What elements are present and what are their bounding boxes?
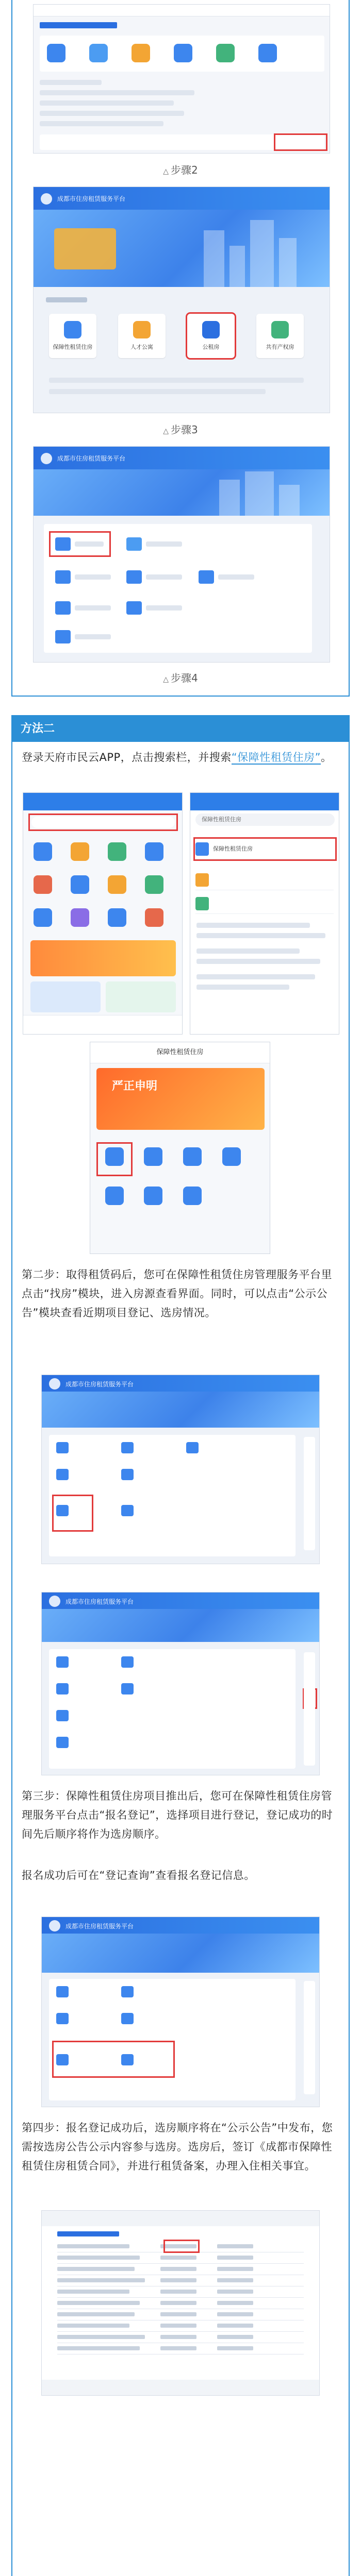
find-house-web-screenshot: 成都市住房租赁服务平台 bbox=[41, 1375, 320, 1564]
table-highlight bbox=[163, 2240, 200, 2253]
search-term-highlight: “保障性租赁住房” bbox=[231, 751, 321, 764]
method2-step3b: 报名成功后可在“登记查询”查看报名登记信息。 bbox=[22, 1869, 255, 1882]
triangle-icon: △ bbox=[163, 427, 169, 435]
tile-4[interactable]: 共有产权房 bbox=[256, 314, 304, 358]
registration-highlight bbox=[52, 2041, 175, 2078]
method2-step3a: 第三步：保障性租赁住房项目推出后，您可在保障性租赁住房管理服务平台点击“报名登记”，选择项目进行登记，登记成功的时间先后顺序将作为选房顺序。 bbox=[22, 1790, 333, 1840]
method2-heading: 方法二 bbox=[12, 716, 349, 742]
step3-screenshot: 成都市住房租赁服务平台 保障性租赁住房 人才公寓 公租房 共有产权房 bbox=[33, 187, 330, 413]
triangle-icon: △ bbox=[163, 675, 169, 684]
method2-step4: 第四步：报名登记成功后，选房顺序将在“公示公告”中发布，您需按选房公告公示内容参与选房。选房后，签订《成都市保障性租赁住房租赁合同》，并进行租赁备案，办理入住相关事宜。 bbox=[22, 2122, 333, 2172]
app-home-screenshot bbox=[23, 792, 183, 1035]
search-results-screenshot: 保障性租赁住房 保障性租赁住房 bbox=[190, 792, 339, 1035]
tile-1[interactable]: 保障性租赁住房 bbox=[49, 314, 96, 358]
step2-caption: △ 步骤2 bbox=[163, 164, 198, 176]
registration-web-screenshot: 成都市住房租赁服务平台 bbox=[41, 1917, 320, 2107]
tile-2[interactable]: 人才公寓 bbox=[118, 314, 166, 358]
tile-3-highlighted[interactable]: 公租房 bbox=[187, 314, 235, 358]
search-field[interactable]: 保障性租赁住房 bbox=[195, 814, 335, 826]
app-platform-screenshot: 保障性租赁住房 严正申明 bbox=[90, 1042, 270, 1254]
method2-panel bbox=[11, 715, 350, 2576]
step2-highlight bbox=[274, 133, 327, 151]
triangle-icon: △ bbox=[163, 167, 169, 176]
announcement-web-screenshot: 成都市住房租赁服务平台 bbox=[41, 1592, 320, 1775]
step4-caption: △ 步骤4 bbox=[163, 672, 198, 684]
method2-step2: 第二步：取得租赁码后，您可在保障性租赁住房管理服务平台里点击“找房”模块，进入房源查看界面。同时，可以点击“公示公告”模块查看近期项目登记、选房情况。 bbox=[22, 1268, 332, 1319]
step4-screenshot: 成都市住房租赁服务平台 bbox=[33, 446, 330, 663]
method2-intro: 登录天府市民云APP，点击搜索栏，并搜索“保障性租赁住房”。 bbox=[22, 751, 332, 764]
step2-screenshot bbox=[33, 4, 330, 154]
announcement-table-screenshot bbox=[41, 2210, 320, 2396]
method1-panel bbox=[11, 0, 350, 697]
step3-caption: △ 步骤3 bbox=[163, 423, 198, 436]
